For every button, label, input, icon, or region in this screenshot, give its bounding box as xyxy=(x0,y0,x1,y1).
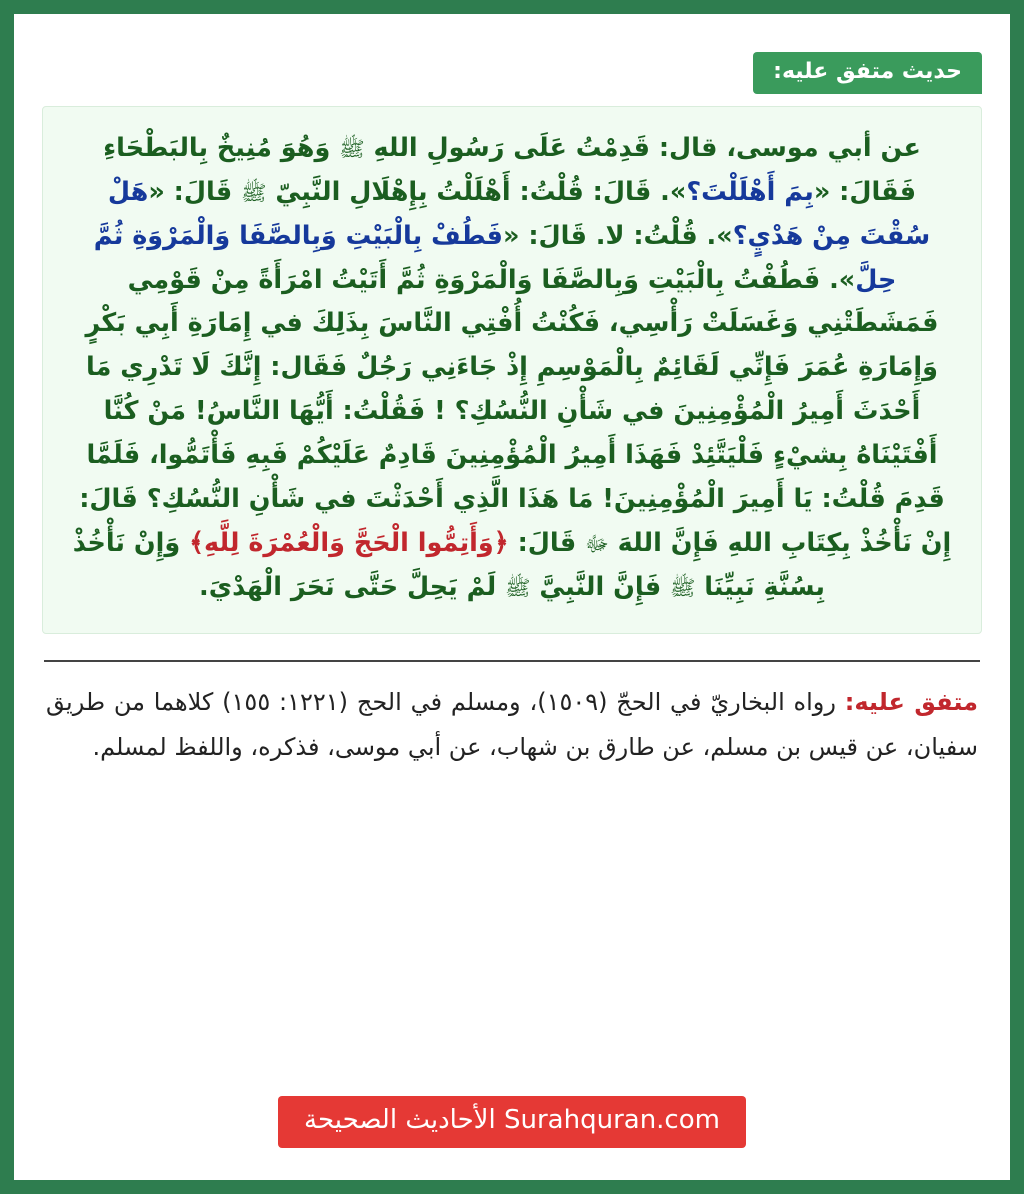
section-divider xyxy=(44,660,980,662)
takhreej-text: رواه البخاريّ في الحجّ (١٥٠٩)، ومسلم في الحج (١٢٢١: ١٥٥) كلاهما من طريق سفيان، عن قيس بن مسلم، عن طارق بن شهاب، عن أبي موسى، فذكره، واللفظ لمسلم. xyxy=(46,688,978,761)
takhreej-label: متفق عليه: xyxy=(844,688,978,717)
header xyxy=(42,52,982,94)
hadith-text-box xyxy=(42,106,982,634)
hadith-grade-badge: حديث متفق عليه: xyxy=(753,52,982,94)
site-tagline: الأحاديث الصحيحة xyxy=(304,1105,504,1136)
hadith-text: عن أبي موسى، قال: قَدِمْتُ عَلَى رَسُولِ اللهِ ﷺ وَهُوَ مُنِيخٌ بِالبَطْحَاءِ فَقَالَ: «بِمَ أَهْلَلْتَ؟». قَالَ: قُلْتُ: أَهْلَلْتُ بِإِهْلَالِ النَّبِيّ ﷺ قَالَ: «هَلْ سُقْتَ مِنْ هَدْيٍ؟». قُلْتُ: لا. قَالَ: «فَطُفْ بِالْبَيْتِ وَبِالصَّفَا وَالْمَرْوَةِ ثُمَّ حِلَّ». فَطُفْتُ بِالْبَيْتِ وَبِالصَّفَا وَالْمَرْوَةِ ثُمَّ أَتَيْتُ امْرَأَةً مِنْ قَوْمِي فَمَشَطَتْنِي وَغَسَلَتْ رَأْسِي، فَكُنْتُ أُفْتِي النَّاسَ بِذَلِكَ في إِمَارَةِ أَبِي بَكْرٍ وَإِمَارَةِ عُمَرَ فَإِنِّي لَقَائِمٌ بِالْمَوْسِمِ إِذْ جَاءَنِي رَجُلٌ فَقَال: إِنَّكَ لَا تَدْرِي مَا أَحْدَثَ أَمِيرُ الْمُؤْمِنِينَ في شَأْنِ النُّسُكِ؟ ! فَقُلْتُ: أَيُّهَا النَّاسُ! مَنْ كُنَّا أَفْتَيْنَاهُ بِشيْءٍ فَلْيَتَّئِدْ فَهَذَا أَمِيرُ الْمُؤْمِنِينَ قَادِمٌ عَلَيْكُمْ فَبِهِ فَأْتَمُّوا، فَلَمَّا قَدِمَ قُلْتُ: يَا أَمِيرَ الْمُؤْمِنِينَ! مَا هَذَا الَّذِي أَحْدَثْتَ في شَأْنِ النُّسُكِ؟ قَالَ: إِنْ نَأْخُذْ بِكِتَابِ اللهِ فَإِنَّ اللهَ ﷻ قَالَ: ﴿وَأَتِمُّوا الْحَجَّ وَالْعُمْرَةَ لِلَّهِ﴾ وَإِنْ نَأْخُذْ بِسُنَّةِ نَبِيِّنَا ﷺ فَإِنَّ النَّبِيَّ ﷺ لَمْ يَحِلَّ حَتَّى نَحَرَ الْهَدْيَ. xyxy=(72,133,952,602)
takhreej-block xyxy=(42,680,982,769)
page-inner xyxy=(28,28,996,1166)
footer xyxy=(42,1096,982,1166)
site-name: Surahquran.com xyxy=(504,1105,720,1136)
site-footer-button[interactable] xyxy=(278,1096,746,1148)
